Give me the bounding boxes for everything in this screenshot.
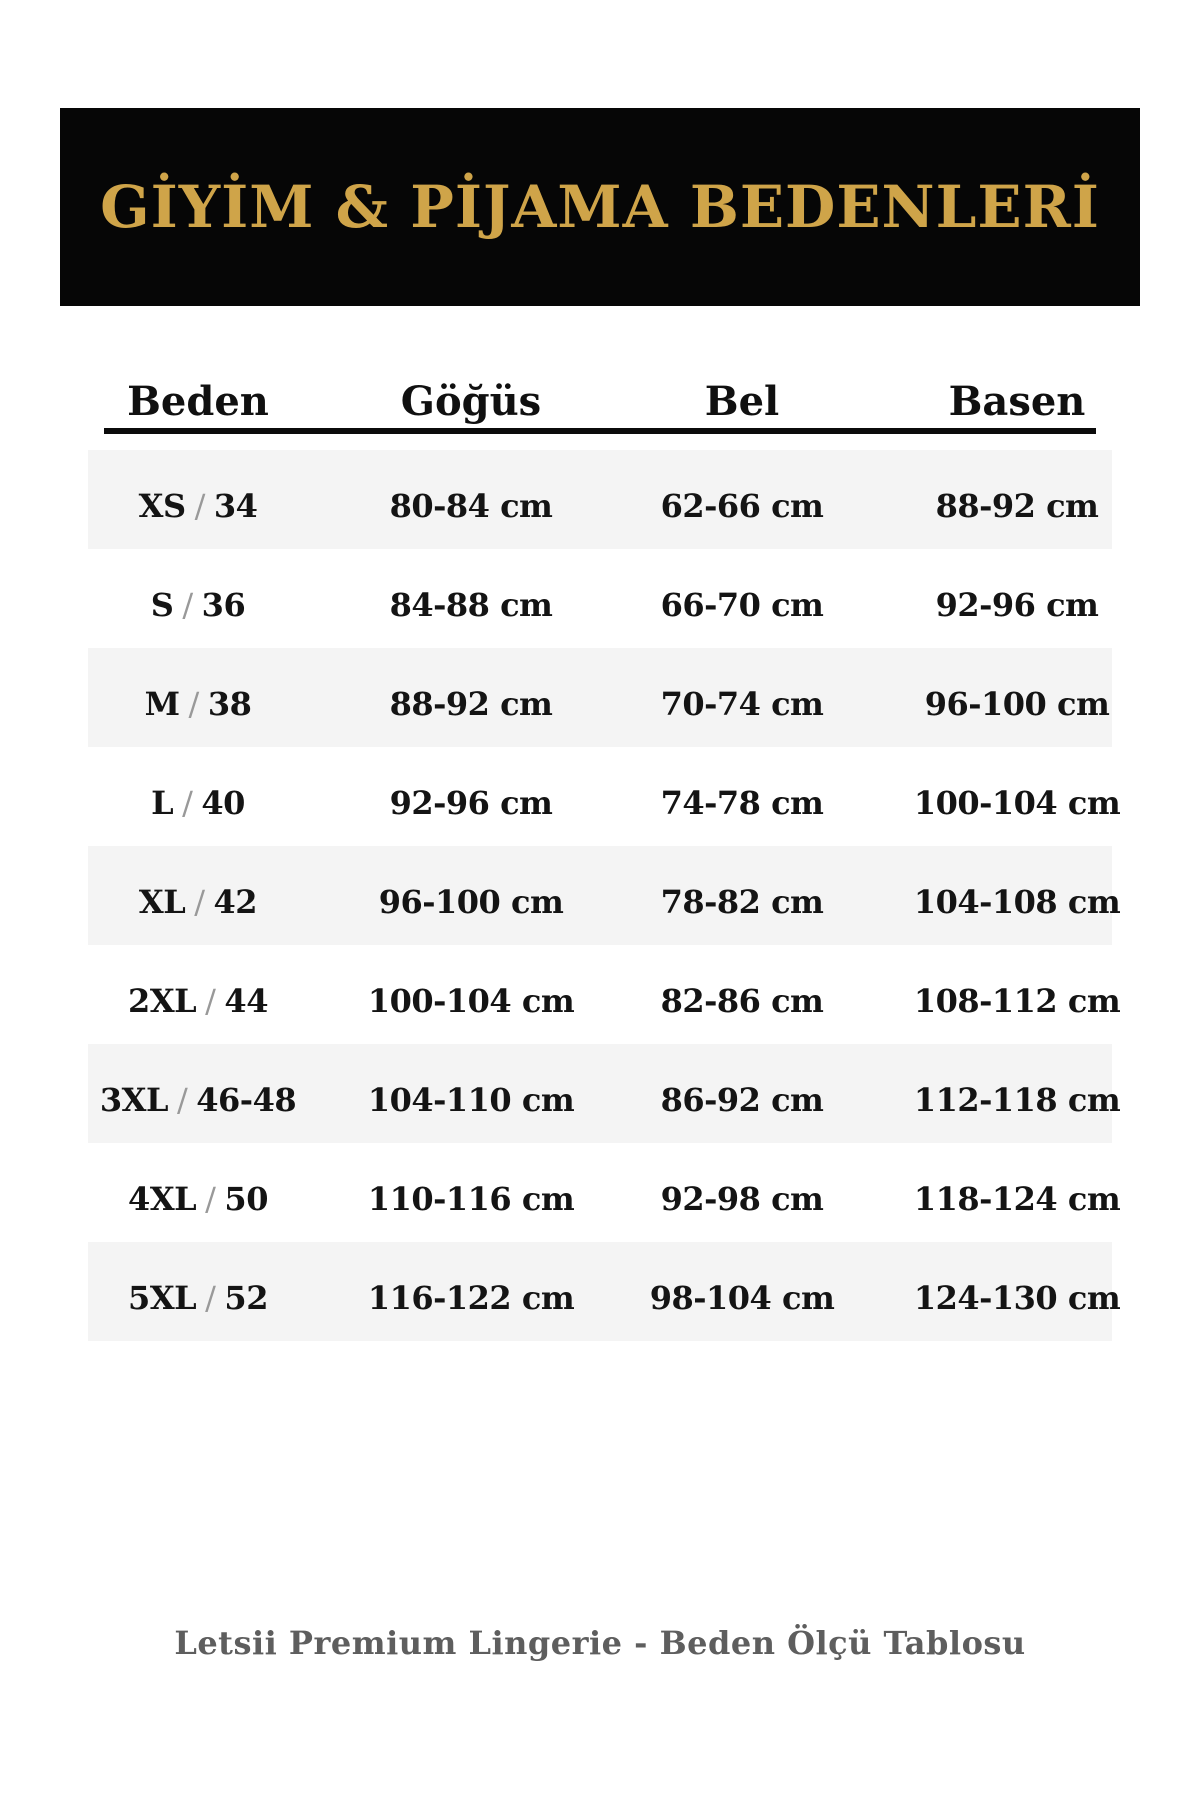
table-row xyxy=(88,549,1112,648)
size-code: 34 xyxy=(213,486,258,525)
hips-cell: 118-124 cm xyxy=(913,1179,1121,1218)
waist-cell: 62-66 cm xyxy=(660,486,824,525)
waist-cell: 82-86 cm xyxy=(660,981,824,1020)
chest-cell: 92-96 cm xyxy=(389,783,553,822)
hips-cell: 92-96 cm xyxy=(935,585,1099,624)
title-banner xyxy=(60,108,1140,306)
size-cell xyxy=(151,586,245,624)
size-code: 38 xyxy=(207,684,252,723)
size-code: 52 xyxy=(224,1278,268,1317)
size-separator: / xyxy=(182,783,193,822)
size-separator: / xyxy=(194,882,205,921)
size-label: XL xyxy=(138,882,186,921)
hips-cell: 112-118 cm xyxy=(913,1080,1121,1119)
size-cell xyxy=(128,982,268,1020)
hips-cell: 104-108 cm xyxy=(913,882,1121,921)
waist-cell: 92-98 cm xyxy=(660,1179,824,1218)
size-separator: / xyxy=(176,1080,188,1119)
size-label: 3XL xyxy=(99,1080,168,1119)
size-separator: / xyxy=(205,1278,216,1317)
size-cell xyxy=(100,1081,296,1119)
waist-cell: 66-70 cm xyxy=(660,585,824,624)
table-row xyxy=(88,945,1121,1044)
size-cell xyxy=(139,883,257,921)
table-row xyxy=(88,846,1121,945)
hips-cell: 124-130 cm xyxy=(913,1278,1121,1317)
size-cell xyxy=(128,1279,268,1317)
size-separator: / xyxy=(188,684,199,723)
size-separator: / xyxy=(205,981,216,1020)
waist-cell: 98-104 cm xyxy=(649,1278,835,1317)
size-cell xyxy=(139,487,258,525)
column-header-basen: Basen xyxy=(948,378,1086,425)
column-header-bel: Bel xyxy=(704,378,780,425)
table-row xyxy=(88,1044,1121,1143)
size-cell xyxy=(128,1180,268,1218)
hips-cell: 100-104 cm xyxy=(913,783,1121,822)
size-separator: / xyxy=(205,1179,216,1218)
header-underline xyxy=(104,428,1096,434)
page-title: GİYİM & PİJAMA BEDENLERİ xyxy=(100,173,1100,241)
table-row xyxy=(88,648,1112,747)
chest-cell: 100-104 cm xyxy=(367,981,575,1020)
size-separator: / xyxy=(194,486,205,525)
size-cell xyxy=(145,685,252,723)
size-label: 2XL xyxy=(128,981,197,1020)
size-code: 50 xyxy=(224,1179,268,1218)
waist-cell: 78-82 cm xyxy=(660,882,824,921)
size-label: S xyxy=(150,585,174,624)
waist-cell: 70-74 cm xyxy=(660,684,824,723)
table-row xyxy=(88,1143,1121,1242)
hips-cell: 108-112 cm xyxy=(913,981,1121,1020)
table-row xyxy=(88,450,1112,549)
footer-caption: Letsii Premium Lingerie - Beden Ölçü Tablosu xyxy=(174,1624,1026,1662)
hips-cell: 96-100 cm xyxy=(924,684,1110,723)
hips-cell: 88-92 cm xyxy=(935,486,1099,525)
chest-cell: 104-110 cm xyxy=(367,1080,575,1119)
size-code: 36 xyxy=(201,585,246,624)
waist-cell: 86-92 cm xyxy=(660,1080,824,1119)
chest-cell: 80-84 cm xyxy=(389,486,553,525)
chest-cell: 110-116 cm xyxy=(367,1179,575,1218)
table-row xyxy=(88,747,1121,846)
size-code: 40 xyxy=(201,783,245,822)
chest-cell: 88-92 cm xyxy=(389,684,553,723)
table-row xyxy=(88,1242,1121,1341)
size-label: 5XL xyxy=(128,1278,197,1317)
size-code: 42 xyxy=(213,882,258,921)
column-header-gogus: Göğüs xyxy=(400,378,542,425)
chest-cell: 84-88 cm xyxy=(389,585,553,624)
size-cell xyxy=(151,784,245,822)
size-label: M xyxy=(144,684,180,723)
waist-cell: 74-78 cm xyxy=(660,783,824,822)
size-code: 44 xyxy=(224,981,268,1020)
size-label: L xyxy=(151,783,174,822)
table-header-row xyxy=(0,378,1200,428)
size-code: 46-48 xyxy=(196,1080,297,1119)
size-separator: / xyxy=(182,585,193,624)
column-header-beden: Beden xyxy=(127,378,269,425)
chest-cell: 96-100 cm xyxy=(378,882,564,921)
size-label: 4XL xyxy=(128,1179,197,1218)
chest-cell: 116-122 cm xyxy=(367,1278,575,1317)
size-label: XS xyxy=(138,486,186,525)
